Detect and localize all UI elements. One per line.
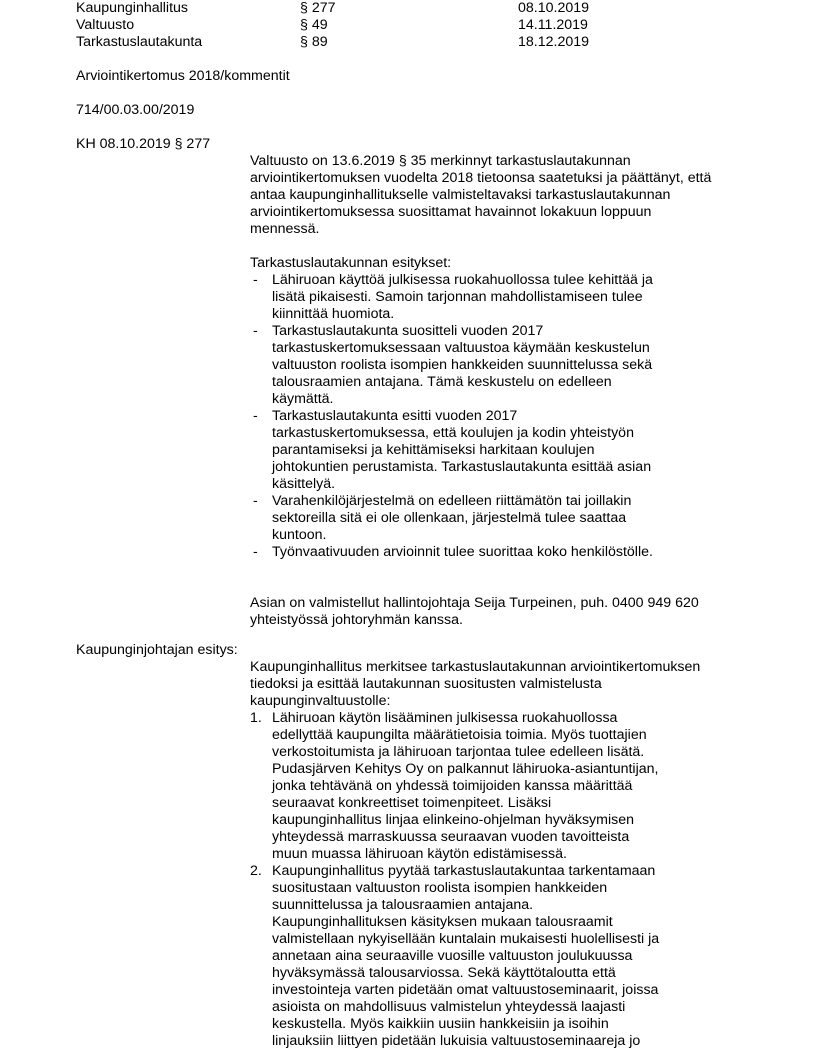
history-row [76, 0, 696, 17]
history-section: § 49 [300, 17, 328, 33]
list-item [250, 408, 730, 493]
bullet-marker: - [253, 493, 258, 509]
history-row [76, 34, 696, 51]
history-body: Valtuusto [76, 17, 135, 33]
proposals-heading: Tarkastuslautakunnan esitykset: [250, 255, 452, 271]
list-item [250, 710, 730, 863]
bullet-marker: - [253, 323, 258, 339]
history-row [76, 17, 696, 34]
preparer-note: Asian on valmistellut hallintojohtaja Seija Turpeinen, puh. 0400 949 620 yhteistyössä johtoryhmän kanssa. [250, 595, 699, 628]
diary-number: 714/00.03.00/2019 [76, 102, 195, 118]
list-item [250, 544, 730, 561]
list-item [250, 863, 730, 1050]
history-date: 18.12.2019 [518, 34, 590, 50]
mayor-proposal-section [250, 659, 730, 1050]
preparation-section [250, 153, 730, 629]
history-body: Tarkastuslautakunta [76, 34, 203, 50]
bullet-marker: - [253, 408, 258, 424]
proposal-text: Työnvaativuuden arvioinnit tulee suorittaa koko henkilöstölle. [272, 544, 653, 560]
mayor-proposal-label: Kaupunginjohtajan esitys: [76, 642, 238, 658]
history-date: 14.11.2019 [518, 17, 588, 33]
proposal-text: Lähiruoan käyttöä julkisessa ruokahuollossa tulee kehittää ja lisätä pikaisesti. Samoin tarjonnan mahdollistamiseen tulee kiinnittää huomiota. [272, 272, 653, 322]
history-section: § 277 [300, 0, 336, 16]
list-item [250, 272, 730, 323]
bullet-marker: - [253, 272, 258, 288]
history-body: Kaupunginhallitus [76, 0, 189, 16]
preparation-intro: Valtuusto on 13.6.2019 § 35 merkinnyt tarkastuslautakunnan arviointikertomuksen vuodelta 2018 tietoonsa saatetuksi ja päättänyt, että antaa kaupunginhallitukselle valmisteltavaksi tarkastuslautakunnan arviointikertomuksessa suosittamat havainnot lokakuun loppuun mennessä. [250, 153, 712, 237]
proposal-text: Varahenkilöjärjestelmä on edelleen riittämätön tai joillakin sektoreilla sitä ei ole ollenkaan, järjestelmä tulee saattaa kuntoon. [272, 493, 632, 543]
list-item [250, 493, 730, 544]
history-date: 08.10.2019 [518, 0, 590, 16]
item-text: Lähiruoan käytön lisääminen julkisessa ruokahuollossa edellyttää kaupungilta määrätietoisia toimia. Myös tuottajien verkostoitumista ja lähiruoan tarjontaa tulee edelleen lisätä. Pudasjärven Kehitys Oy on palkannut lähiruoka-asiantuntijan, jonka tehtävänä on yhdessä toimijoiden kanssa määrittää seuraavat konkreettiset toimenpiteet. Lisäksi kaupunginhallitus linjaa elinkeino-ohjelman hyväksymisen yhteydessä marraskuussa seuraavan vuoden tavoitteista muun muassa lähiruoan käytön edistämisessä. [272, 710, 659, 862]
item-number: 1. [250, 710, 262, 726]
proposals-list [250, 272, 730, 561]
item-number: 2. [250, 863, 262, 879]
mayor-proposal-list [250, 710, 730, 1050]
proposal-text: Tarkastuslautakunta esitti vuoden 2017 tarkastuskertomuksessa, että koulujen ja kodin yhteistyön parantamiseksi ja kehittämiseksi harkitaan koulujen johtokuntien perustamista. Tarkastuslautakunta esittää asian käsittelyä. [272, 408, 652, 492]
history-section: § 89 [300, 34, 328, 50]
proposal-text: Tarkastuslautakunta suositteli vuoden 2017 tarkastuskertomuksessaan valtuustoa käymään keskustelun valtuuston roolista isompien hankkeiden suunnittelussa sekä talousraamien antajana. Tämä keskustelu on edelleen käymättä. [272, 323, 653, 407]
item-text: Kaupunginhallitus pyytää tarkastuslautakuntaa tarkentamaan suositustaan valtuuston roolista isompien hankkeiden suunnittelussa ja talousraamien antajana. Kaupunginhallituksen käsityksen mukaan talousraamit valmistellaan nykyisellään kuntalain mukaisesti huolellisesti ja annetaan aina seuraaville vuosille valtuuston joulukuussa hyväksymässä talousarviossa. Sekä käyttötaloutta että investointeja varten pidetään omat valtuustoseminaarit, joissa asioista on mahdollisuus valmistelun yhteydessä laajasti keskustella. Myös kaikkiin uusiin hankkeisiin ja isoihin linjauksiin liittyen pidetään lukuisia valtuustoseminaareja jo [272, 863, 660, 1049]
bullet-marker: - [253, 544, 258, 560]
meeting-reference: KH 08.10.2019 § 277 [76, 136, 211, 152]
document-title: Arviointikertomus 2018/kommentit [76, 68, 290, 84]
mayor-proposal-intro: Kaupunginhallitus merkitsee tarkastuslautakunnan arviointikertomuksen tiedoksi ja esittää lautakunnan suositusten valmistelusta kaupunginvaltuustolle: [250, 659, 701, 709]
list-item [250, 323, 730, 408]
